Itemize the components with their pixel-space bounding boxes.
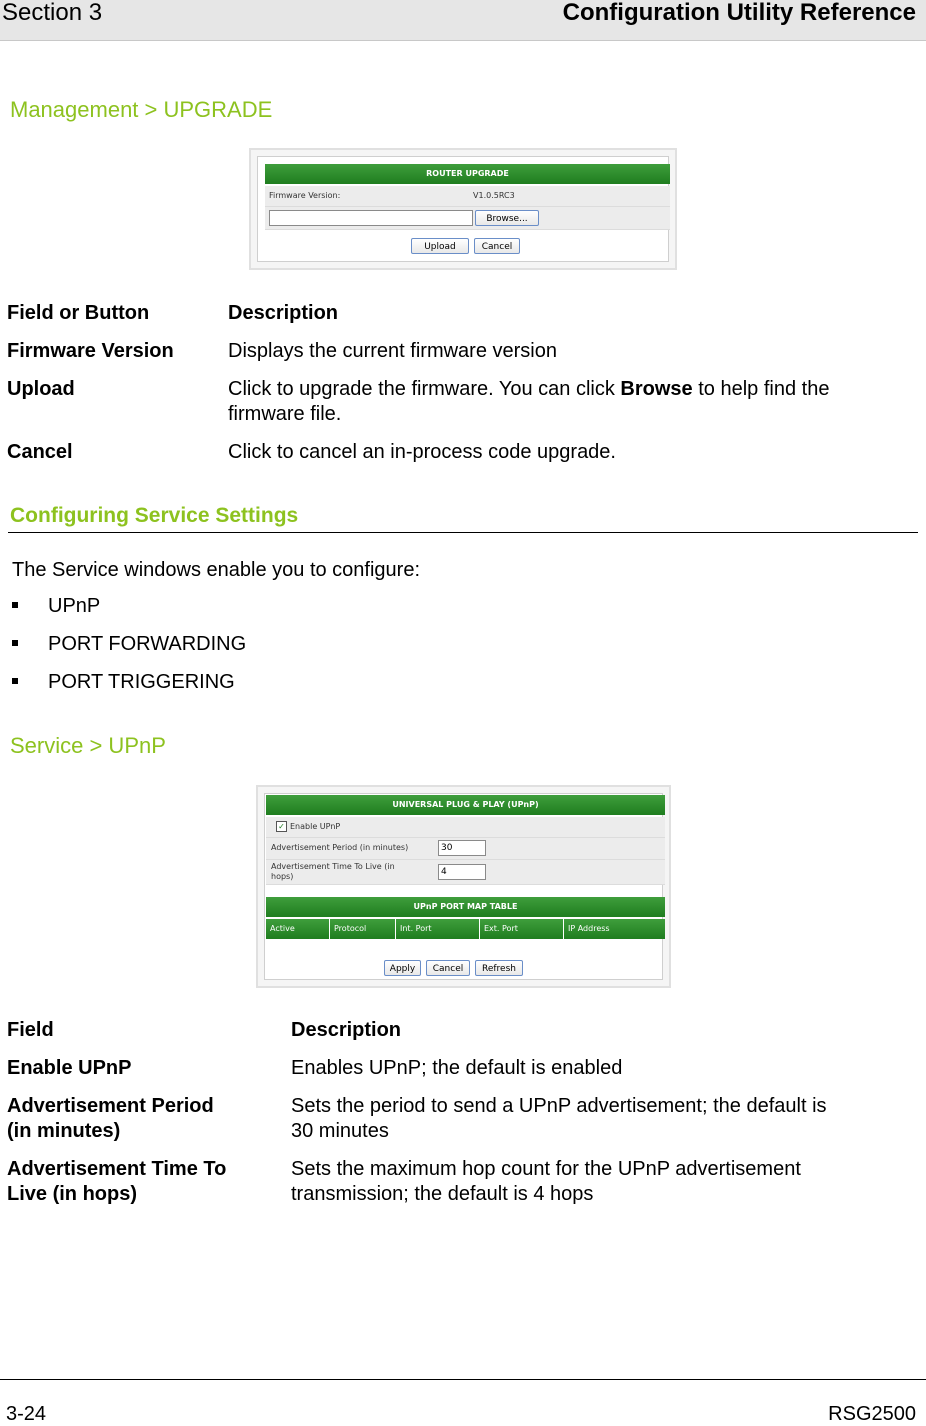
upnp-row-enable-desc: Enables UPnP; the default is enabled [291,1057,623,1079]
port-map-header [266,919,665,939]
port-map-title: UPnP PORT MAP TABLE [266,897,665,917]
service-heading-rule [8,532,918,533]
refresh-button[interactable]: Refresh [475,960,523,976]
firmware-row [265,186,670,207]
upgrade-heading: Management > UPGRADE [10,97,273,122]
section-label: Section 3 [2,0,103,26]
period-row [266,838,665,860]
upnp-cancel-button[interactable]: Cancel [426,960,470,976]
page-number: 3-24 [6,1403,47,1425]
router-upgrade-panel [257,156,669,262]
upgrade-row-firmware-desc: Displays the current firmware version [228,340,557,362]
firmware-file-input[interactable] [269,210,473,226]
period-label: Advertisement Period (in minutes) [271,843,409,852]
upnp-row-ttl-desc: Sets the maximum hop count for the UPnP advertisement transmission; the default is 4 hops [291,1158,801,1205]
upnp-title: UNIVERSAL PLUG & PLAY (UPnP) [266,795,665,815]
col-ip-address: IP Address [568,924,610,933]
ttl-row [266,860,665,885]
bullet-square-icon [12,602,18,608]
chapter-title: Configuration Utility Reference [562,0,916,26]
ttl-input[interactable]: 4 [438,864,486,880]
upload-desc-text: Click to upgrade the firmware. You can click [228,378,621,400]
upload-desc-line2: firmware file. [228,403,342,425]
apply-button[interactable]: Apply [384,960,421,976]
upgrade-col-field: Field or Button [7,302,150,324]
enable-upnp-label: Enable UPnP [290,822,341,831]
upgrade-row-cancel-field: Cancel [7,441,73,463]
upload-desc-browse: Browse [620,378,693,400]
upnp-row-enable-field: Enable UPnP [7,1057,132,1079]
upgrade-row-upload-desc [228,377,918,427]
bullet-square-icon [12,678,18,684]
model-name: RSG2500 [828,1403,916,1425]
upgrade-col-desc: Description [228,302,339,324]
upnp-row-ttl-field: Advertisement Time To Live (in hops) [7,1158,227,1205]
file-row [265,207,670,230]
upgrade-row-cancel-desc: Click to cancel an in-process code upgrade. [228,441,616,463]
upgrade-row-firmware-field: Firmware Version [7,340,174,362]
bullet-square-icon [12,640,18,646]
enable-upnp-row [266,817,665,838]
bullet-item: PORT TRIGGERING [12,670,235,695]
firmware-version-label: Firmware Version: [269,191,341,200]
upnp-col-desc: Description [291,1019,402,1041]
bullet-item: PORT FORWARDING [12,632,246,657]
upnp-row-period-desc: Sets the period to send a UPnP advertisement; the default is 30 minutes [291,1095,827,1142]
upnp-heading: Service > UPnP [10,733,166,758]
period-input[interactable]: 30 [438,840,486,856]
router-upgrade-title: ROUTER UPGRADE [265,164,670,184]
page-header [0,0,926,41]
browse-button[interactable]: Browse... [475,210,539,226]
service-intro: The Service windows enable you to configure: [12,559,421,581]
upnp-col-field: Field [7,1019,54,1041]
bullet-item: UPnP [12,594,100,619]
col-ext-port: Ext. Port [480,919,564,939]
firmware-version-value: V1.0.5RC3 [473,191,515,200]
enable-upnp-checkbox[interactable]: ✓ [276,821,287,832]
upgrade-cancel-button[interactable]: Cancel [474,238,520,254]
footer-rule [0,1379,926,1380]
upnp-screenshot [256,785,671,988]
upload-button[interactable]: Upload [411,238,469,254]
service-heading: Configuring Service Settings [10,504,299,527]
col-int-port: Int. Port [396,919,480,939]
upgrade-row-upload-field: Upload [7,378,75,400]
upnp-panel [264,793,663,980]
ttl-label: Advertisement Time To Live (in hops) [271,862,395,881]
col-protocol: Protocol [330,919,396,939]
router-upgrade-screenshot [249,148,677,270]
upnp-row-period-field: Advertisement Period (in minutes) [7,1095,214,1142]
col-active: Active [266,919,330,939]
upload-desc-text-end: to help find the [692,378,830,400]
